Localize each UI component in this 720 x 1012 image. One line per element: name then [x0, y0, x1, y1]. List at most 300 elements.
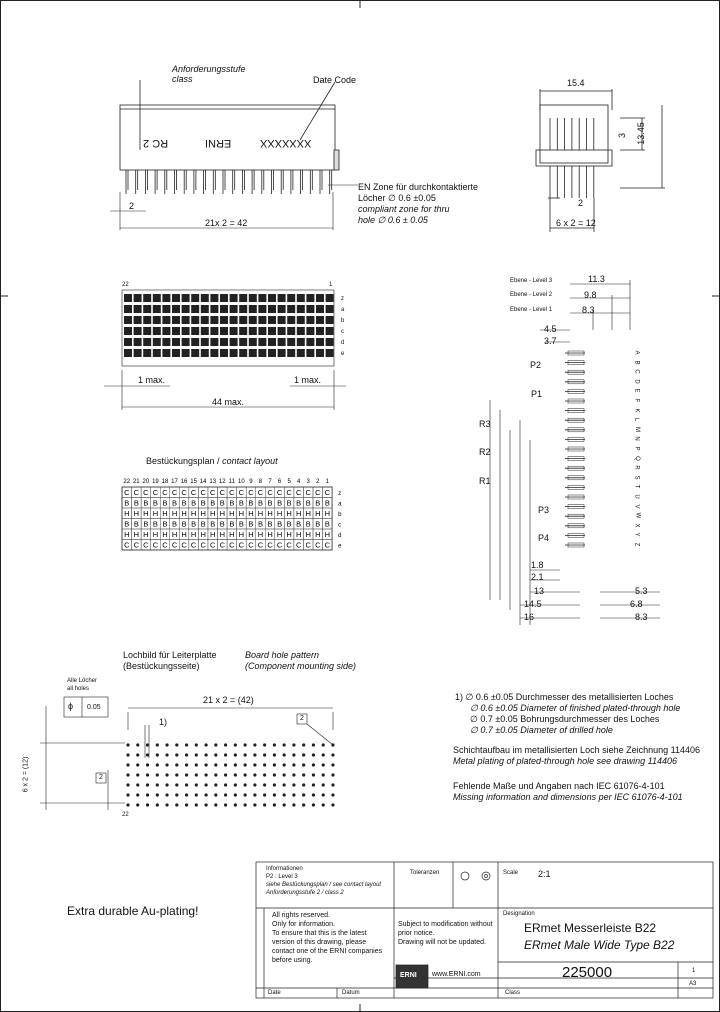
top-pin	[124, 327, 132, 335]
top-pin	[297, 305, 305, 313]
contact-cell-text: H	[315, 530, 321, 539]
contact-col-label: 4	[297, 479, 301, 485]
board-hole	[322, 803, 325, 806]
board-hole	[136, 773, 139, 776]
level-label-p2: P2	[530, 360, 542, 370]
top-row-e: e	[341, 351, 345, 357]
board-hole	[234, 793, 237, 796]
contact-col-label: 22	[123, 479, 131, 485]
contact-cell-text: H	[200, 509, 206, 518]
top-pin	[162, 327, 170, 335]
board-hole	[204, 793, 207, 796]
top-pin	[230, 294, 238, 302]
tb-rights-1: All rights reserved.	[272, 912, 330, 919]
contact-cell-text: C	[152, 488, 159, 497]
contact-cell-text: C	[190, 540, 197, 550]
board-hole	[331, 803, 334, 806]
top-pin	[239, 338, 247, 346]
front-dim-pitch: 2	[129, 201, 135, 211]
board-hole	[331, 793, 334, 796]
board-hole	[146, 763, 149, 766]
top-pin	[258, 305, 266, 313]
tb-info-2: P2 : Level 3	[266, 874, 298, 880]
board-hole	[126, 783, 129, 786]
level-dim-53: 5.3	[635, 586, 648, 596]
board-hole	[126, 773, 129, 776]
contact-col-label: 20	[142, 479, 150, 485]
contact-col-label: 10	[238, 479, 245, 485]
board-hole	[165, 793, 168, 796]
top-pin	[124, 338, 132, 346]
board-hole	[214, 783, 217, 786]
front-code-text: XXXXXXX	[260, 137, 312, 149]
board-hole	[224, 753, 227, 756]
level-dim-21: 2.1	[531, 572, 544, 582]
top-row-z: z	[341, 296, 344, 302]
level-letter: P	[633, 446, 640, 451]
hole-dim-top: 21 x 2 = (42)	[203, 695, 254, 705]
contact-cell-text: H	[133, 509, 140, 518]
level-dim-18: 1.8	[531, 560, 544, 570]
tb-subject-1: Subject to modification without	[398, 921, 493, 928]
board-hole	[165, 783, 168, 786]
contact-cell-text: C	[248, 540, 254, 550]
top-pin	[278, 305, 286, 313]
hole-tol-value: 0.05	[87, 704, 101, 711]
tb-rights-4: version of this drawing, please	[272, 939, 367, 946]
board-hole	[292, 763, 295, 766]
contact-cell-text: B	[210, 519, 216, 529]
board-hole	[204, 783, 207, 786]
contact-cell-text: C	[315, 540, 321, 550]
board-hole	[136, 763, 139, 766]
contact-layout-title	[146, 456, 278, 467]
top-pin	[143, 338, 151, 346]
board-hole	[136, 753, 139, 756]
level-label-p1: P1	[531, 389, 543, 399]
contact-cell-text: C	[248, 488, 254, 497]
contact-col-label: 8	[258, 479, 263, 485]
level-letter: M	[634, 426, 640, 432]
top-pin	[143, 316, 151, 324]
level-letter: S	[633, 475, 640, 480]
board-hole	[146, 783, 149, 786]
board-hole	[185, 743, 188, 746]
tb-designation-label: Designation	[503, 911, 535, 917]
level-letter: Z	[633, 542, 640, 547]
top-pin	[220, 305, 228, 313]
board-hole	[195, 743, 198, 746]
top-pin	[326, 294, 334, 302]
board-hole	[156, 783, 159, 786]
side-dim-13: 13.45	[635, 122, 646, 145]
top-pin	[210, 327, 218, 335]
level-letter: A	[633, 350, 640, 355]
contact-col-label: 6	[277, 479, 282, 485]
level-letter: X	[633, 523, 640, 528]
top-pin	[124, 349, 132, 357]
top-pin	[287, 305, 295, 313]
board-hole	[283, 803, 286, 806]
level-dim-83b: 8.3	[635, 612, 648, 622]
contact-cell-text: B	[286, 498, 292, 508]
top-pin	[134, 294, 142, 302]
board-hole	[175, 803, 178, 806]
side-fins	[550, 118, 594, 198]
top-pin	[191, 305, 199, 313]
board-hole	[195, 763, 198, 766]
top-pin	[182, 316, 190, 324]
contact-cell-text: H	[248, 530, 254, 539]
board-hole	[331, 763, 334, 766]
contact-col-label: 2	[316, 479, 320, 485]
board-hole	[156, 773, 159, 776]
board-hole	[126, 753, 129, 756]
top-pin	[326, 338, 334, 346]
board-hole	[312, 753, 315, 756]
class-label-en: class	[172, 74, 193, 84]
tb-sheet: 1	[692, 968, 696, 974]
board-hole	[292, 753, 295, 756]
top-pin	[297, 338, 305, 346]
top-pin	[153, 327, 161, 335]
contact-col-label: 11	[228, 479, 235, 485]
contact-cell-text: B	[152, 498, 158, 508]
hole-box-2-top: 2	[300, 715, 304, 722]
tb-subject-3: Drawing will not be updated.	[398, 939, 486, 946]
top-pin	[182, 327, 190, 335]
board-hole	[283, 753, 286, 756]
tb-scale-value: 2:1	[538, 869, 551, 879]
top-pin	[258, 349, 266, 357]
board-hole	[273, 793, 276, 796]
front-dim-total: 21x 2 = 42	[205, 218, 248, 228]
board-hole	[302, 753, 305, 756]
board-hole	[302, 743, 305, 746]
top-pin	[268, 338, 276, 346]
board-hole	[273, 743, 276, 746]
contact-cell-text: B	[257, 519, 263, 529]
top-pin	[201, 294, 209, 302]
contact-cell-text: H	[124, 509, 130, 518]
contact-cell-text: B	[200, 519, 206, 529]
contact-cell-text: C	[200, 488, 206, 497]
top-pin	[278, 316, 286, 324]
class-label: Anforderungsstufe	[172, 64, 246, 74]
top-pin	[306, 316, 314, 324]
level-letter: K	[633, 408, 640, 413]
board-hole	[283, 773, 286, 776]
board-hole	[292, 743, 295, 746]
tb-rights-3: To ensure that this is the latest	[272, 930, 367, 937]
level-letter: C	[633, 369, 640, 374]
top-pin	[230, 327, 238, 335]
top-pin	[210, 305, 218, 313]
contact-cell-text: B	[267, 519, 273, 529]
board-hole	[244, 743, 247, 746]
top-pin	[153, 349, 161, 357]
top-pin	[230, 349, 238, 357]
contact-layout-title-en: contact layout	[222, 456, 278, 466]
contact-cell-text: H	[200, 530, 206, 539]
note-2: ∅ 0.6 ±0.05 Diameter of finished plated-through hole	[470, 703, 681, 713]
top-dim-44: 44 max.	[212, 397, 245, 407]
board-hole	[146, 773, 149, 776]
board-hole	[165, 743, 168, 746]
contact-cell-text: C	[133, 540, 140, 550]
contact-cell-text: C	[210, 488, 216, 497]
contact-cell-text: C	[276, 540, 283, 550]
board-hole	[312, 793, 315, 796]
board-hole	[234, 783, 237, 786]
level-letter: U	[633, 494, 640, 499]
top-pin	[191, 294, 199, 302]
top-pin	[287, 327, 295, 335]
board-hole	[244, 753, 247, 756]
top-pin	[134, 305, 142, 313]
contact-cell-text: H	[257, 530, 264, 539]
top-pin	[172, 327, 180, 335]
contact-cell-text: H	[152, 509, 159, 518]
contact-cell-text: H	[171, 530, 178, 539]
top-pin	[124, 316, 132, 324]
contact-cell-text: H	[267, 530, 273, 539]
contact-row-label: d	[338, 533, 342, 539]
top-pin	[306, 294, 314, 302]
board-hole	[312, 783, 315, 786]
hole-title-de-2: (Bestückungsseite)	[123, 661, 200, 671]
front-pins	[126, 170, 332, 194]
top-pin	[316, 338, 324, 346]
board-hole	[273, 763, 276, 766]
board-hole	[263, 743, 266, 746]
extra-durable-note: Extra durable Au-plating!	[67, 904, 199, 918]
contact-cell-text: C	[238, 540, 245, 550]
contact-cell-text: C	[276, 488, 283, 497]
tb-rights-2: Only for information.	[272, 921, 336, 928]
board-hole	[165, 763, 168, 766]
front-rc-text: RC 2	[143, 137, 169, 149]
top-pin	[172, 338, 180, 346]
top-pin	[297, 316, 305, 324]
contact-cell-text: B	[172, 519, 178, 529]
top-pin	[287, 338, 295, 346]
board-hole	[175, 783, 178, 786]
contact-cell-text: C	[181, 540, 187, 550]
top-pin	[210, 294, 218, 302]
top-pin	[230, 316, 238, 324]
hole-title-en-2: (Component mounting side)	[245, 661, 357, 671]
top-pin	[191, 327, 199, 335]
hole-title-de-1: Lochbild für Leiterplatte	[123, 650, 217, 660]
top-pin	[182, 349, 190, 357]
board-hole	[195, 753, 198, 756]
board-hole	[263, 753, 266, 756]
top-pin	[210, 316, 218, 324]
top-pin	[220, 349, 228, 357]
contact-row-label: z	[338, 491, 342, 497]
tb-name-label: Datum	[342, 990, 360, 996]
tb-info-4: Anforderungsstufe 2 / class 2	[266, 890, 344, 896]
top-pin	[220, 327, 228, 335]
contact-cell-text: H	[210, 530, 216, 539]
board-hole	[224, 743, 227, 746]
board-hole	[234, 743, 237, 746]
board-hole	[156, 753, 159, 756]
top-num-22: 22	[122, 282, 129, 288]
top-pin	[191, 349, 199, 357]
top-pin	[220, 316, 228, 324]
en-zone-3: compliant zone for thru	[358, 204, 450, 214]
board-hole	[302, 773, 305, 776]
contact-col-label: 5	[287, 479, 291, 485]
note-6: Metal plating of plated-through hole see drawing 114406	[453, 756, 677, 766]
board-hole	[302, 793, 305, 796]
contact-cell-text: B	[315, 498, 321, 508]
contact-cell-text: C	[124, 540, 130, 550]
board-hole	[234, 803, 237, 806]
contact-col-label: 15	[190, 479, 197, 485]
contact-cell-text: H	[181, 530, 187, 539]
board-hole	[204, 743, 207, 746]
contact-col-label: 1	[325, 479, 329, 485]
hole-tol-2: all holes	[67, 686, 90, 692]
en-zone-1: EN Zone für durchkontaktierte	[358, 182, 479, 192]
top-pin	[258, 327, 266, 335]
contact-cell-text: C	[324, 488, 331, 497]
board-hole	[126, 793, 129, 796]
top-pin	[153, 294, 161, 302]
top-pin	[162, 316, 170, 324]
board-hole	[283, 793, 286, 796]
board-hole	[195, 773, 198, 776]
top-pin	[278, 338, 286, 346]
top-dim-left: 1 max.	[138, 375, 166, 385]
top-pin	[182, 294, 190, 302]
contact-cell-text: B	[324, 498, 330, 508]
contact-cell-text: H	[219, 509, 225, 518]
contact-cell-text: C	[200, 540, 206, 550]
top-pin	[239, 294, 247, 302]
contact-cell-text: B	[238, 498, 244, 508]
top-pin	[143, 294, 151, 302]
contact-cell-text: C	[219, 488, 225, 497]
top-pin	[258, 338, 266, 346]
level-dim-45: 4.5	[544, 324, 557, 334]
contact-col-label: 19	[152, 479, 159, 485]
contact-cell-text: C	[171, 540, 178, 550]
contact-cell-text: B	[162, 519, 168, 529]
board-hole	[224, 783, 227, 786]
board-hole	[136, 793, 139, 796]
board-hole	[331, 743, 334, 746]
contact-layout-grid	[122, 479, 342, 550]
level-label-p4: P4	[538, 533, 550, 543]
board-hole	[156, 743, 159, 746]
contact-cell-text: C	[133, 488, 140, 497]
contact-cell-text: H	[324, 530, 331, 539]
hole-title-en-1: Board hole pattern	[245, 650, 320, 660]
board-hole	[292, 803, 295, 806]
top-pin	[278, 294, 286, 302]
contact-cell-text: H	[133, 530, 140, 539]
board-hole	[312, 743, 315, 746]
level1-label: Ebene - Level 1	[510, 307, 553, 313]
contact-cell-text: H	[181, 509, 187, 518]
top-pin	[162, 349, 170, 357]
level-dim-37: 3.7	[544, 336, 557, 346]
top-pin	[172, 294, 180, 302]
contact-cell-text: H	[162, 509, 168, 518]
tb-format: A3	[689, 981, 697, 987]
contact-cell-text: B	[133, 498, 139, 508]
board-hole	[214, 753, 217, 756]
tb-scale-label: Scale	[503, 870, 519, 876]
hole-grid	[126, 743, 334, 806]
tb-subject-2: prior notice.	[398, 930, 435, 937]
note-7: Fehlende Maße und Angaben nach IEC 61076-4-101	[453, 781, 665, 791]
board-hole	[302, 763, 305, 766]
contact-col-label: 16	[180, 479, 188, 485]
top-pin	[297, 327, 305, 335]
hole-dim-left: 6 x 2 = (12)	[22, 756, 30, 793]
board-hole	[292, 773, 295, 776]
top-row-b: b	[341, 318, 345, 324]
board-hole	[165, 753, 168, 756]
board-hole	[331, 783, 334, 786]
top-pin	[191, 316, 199, 324]
contact-cell-text: C	[229, 540, 235, 550]
top-pin	[287, 349, 295, 357]
contact-cell-text: B	[172, 498, 178, 508]
top-pin	[220, 338, 228, 346]
top-dim-right: 1 max.	[294, 375, 322, 385]
board-hole	[253, 773, 256, 776]
contact-cell-text: B	[219, 498, 225, 508]
tb-info-1: Informationen	[266, 866, 303, 872]
top-pin	[220, 294, 228, 302]
board-hole	[263, 793, 266, 796]
contact-cell-text: C	[124, 488, 130, 497]
board-hole	[195, 793, 198, 796]
contact-cell-text: B	[191, 498, 197, 508]
board-hole	[195, 783, 198, 786]
board-hole	[146, 793, 149, 796]
top-pin	[249, 294, 257, 302]
contact-cell-text: C	[324, 540, 331, 550]
level-dim-68: 6.8	[630, 599, 643, 609]
tb-designation-de: ERmet Messerleiste B22	[524, 921, 657, 935]
board-hole	[263, 773, 266, 776]
top-pin	[153, 305, 161, 313]
board-hole	[165, 803, 168, 806]
level-dim-98: 9.8	[584, 290, 597, 300]
top-pin	[239, 349, 247, 357]
top-pin	[306, 305, 314, 313]
board-hole	[322, 783, 325, 786]
contact-cell-text: H	[324, 509, 331, 518]
contact-cell-text: B	[143, 519, 149, 529]
board-hole	[126, 763, 129, 766]
note-4: ∅ 0.7 ±0.05 Diameter of drilled hole	[470, 725, 613, 735]
board-hole	[253, 743, 256, 746]
top-pin	[249, 349, 257, 357]
top-pin	[230, 305, 238, 313]
board-hole	[126, 803, 129, 806]
contact-cell-text: H	[190, 509, 197, 518]
contact-cell-text: B	[315, 519, 321, 529]
level-dim-13: 13	[534, 586, 545, 596]
